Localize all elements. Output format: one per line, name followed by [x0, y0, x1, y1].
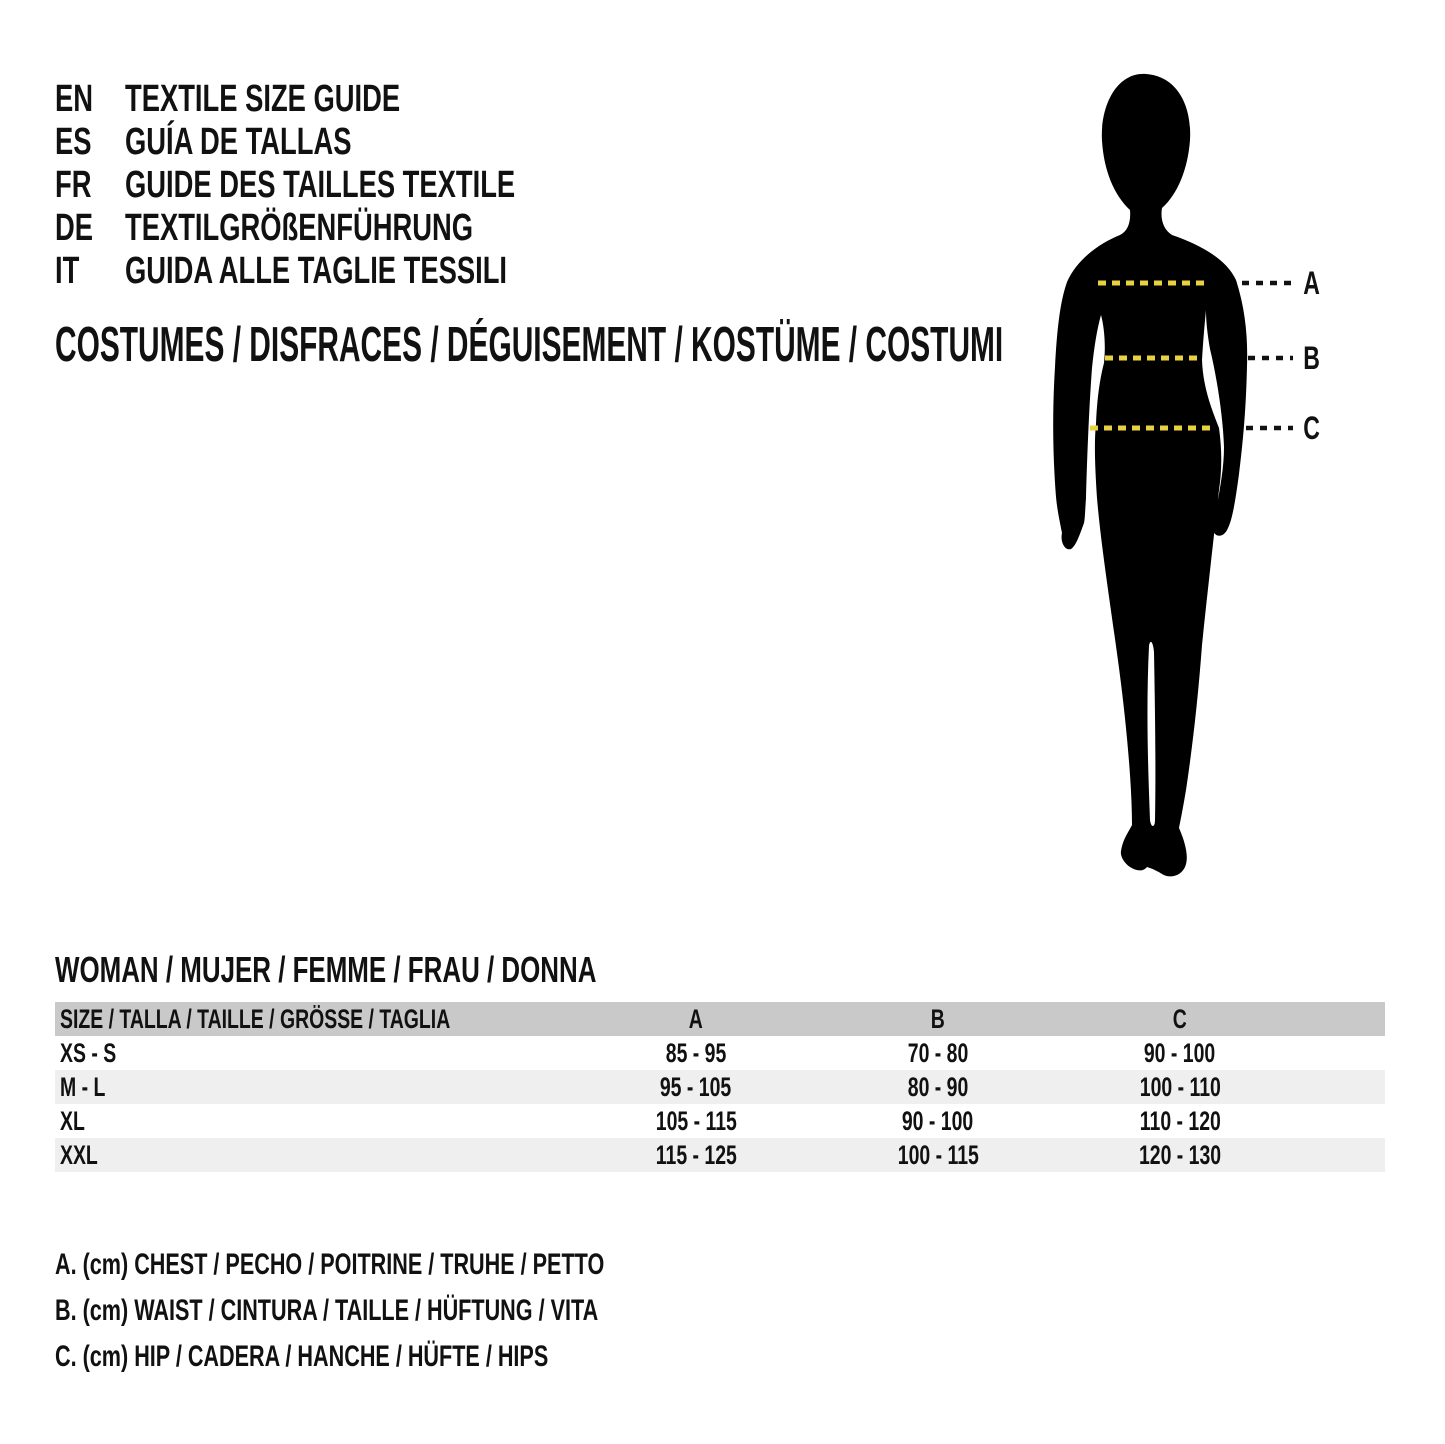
column-header-c: C	[1172, 1004, 1188, 1034]
chest-range: 85 - 95	[665, 1038, 727, 1068]
section-title	[55, 950, 807, 990]
measure-label-c	[1300, 412, 1340, 444]
chest-range: 115 - 125	[655, 1140, 737, 1170]
hip-range: 100 - 110	[1139, 1072, 1221, 1102]
language-code: DE	[55, 207, 94, 249]
size-name: XL	[60, 1106, 85, 1136]
table-row-m-l	[55, 1070, 1385, 1104]
measure-letter: B	[1303, 340, 1320, 376]
table-row-xs-s	[55, 1036, 1385, 1070]
language-title: GUÍA DE TALLAS	[125, 121, 352, 163]
woman-silhouette	[1040, 68, 1340, 888]
language-code: FR	[55, 164, 92, 206]
hip-range: 90 - 100	[1144, 1038, 1216, 1068]
legend-hip: C. (cm) HIP / CADERA / HANCHE / HÜFTE / HIPS	[55, 1340, 549, 1373]
hip-range: 120 - 130	[1138, 1140, 1222, 1170]
measure-letter: A	[1303, 265, 1320, 301]
language-code: EN	[55, 78, 94, 120]
size-table-header-row	[55, 1002, 1385, 1036]
chest-range: 105 - 115	[655, 1106, 737, 1136]
size-table	[55, 1002, 1385, 1172]
measure-label-a	[1300, 267, 1340, 299]
size-name: XXL	[60, 1140, 98, 1170]
category-heading-text: COSTUMES / DISFRACES / DÉGUISEMENT / KOSTÜME / COSTUMI	[55, 318, 1004, 372]
hip-range: 110 - 120	[1139, 1106, 1221, 1136]
table-row-xl	[55, 1104, 1385, 1138]
table-row-xxl	[55, 1138, 1385, 1172]
language-title: TEXTILE SIZE GUIDE	[125, 78, 401, 120]
language-code: IT	[55, 250, 80, 292]
waist-range: 70 - 80	[907, 1038, 969, 1068]
column-header-size: SIZE / TALLA / TAILLE / GRÖSSE / TAGLIA	[60, 1004, 451, 1034]
language-title: TEXTILGRÖßENFÜHRUNG	[125, 207, 474, 249]
size-name: M - L	[60, 1072, 106, 1102]
size-name: XS - S	[60, 1038, 117, 1068]
legend-waist: B. (cm) WAIST / CINTURA / TAILLE / HÜFTUNG / VITA	[55, 1294, 599, 1327]
section-title-text: WOMAN / MUJER / FEMME / FRAU / DONNA	[55, 949, 597, 990]
language-code: ES	[55, 121, 92, 163]
waist-range: 80 - 90	[907, 1072, 969, 1102]
measure-letter: C	[1303, 410, 1320, 446]
language-title: GUIDA ALLE TAGLIE TESSILI	[125, 250, 508, 292]
column-header-a: A	[688, 1004, 704, 1034]
waist-range: 90 - 100	[902, 1106, 974, 1136]
language-title: GUIDE DES TAILLES TEXTILE	[125, 164, 516, 206]
legend-chest: A. (cm) CHEST / PECHO / POITRINE / TRUHE / PETTO	[55, 1248, 605, 1281]
chest-range: 95 - 105	[660, 1072, 732, 1102]
measure-label-b	[1300, 342, 1340, 374]
waist-range: 100 - 115	[897, 1140, 979, 1170]
column-header-b: B	[930, 1004, 946, 1034]
